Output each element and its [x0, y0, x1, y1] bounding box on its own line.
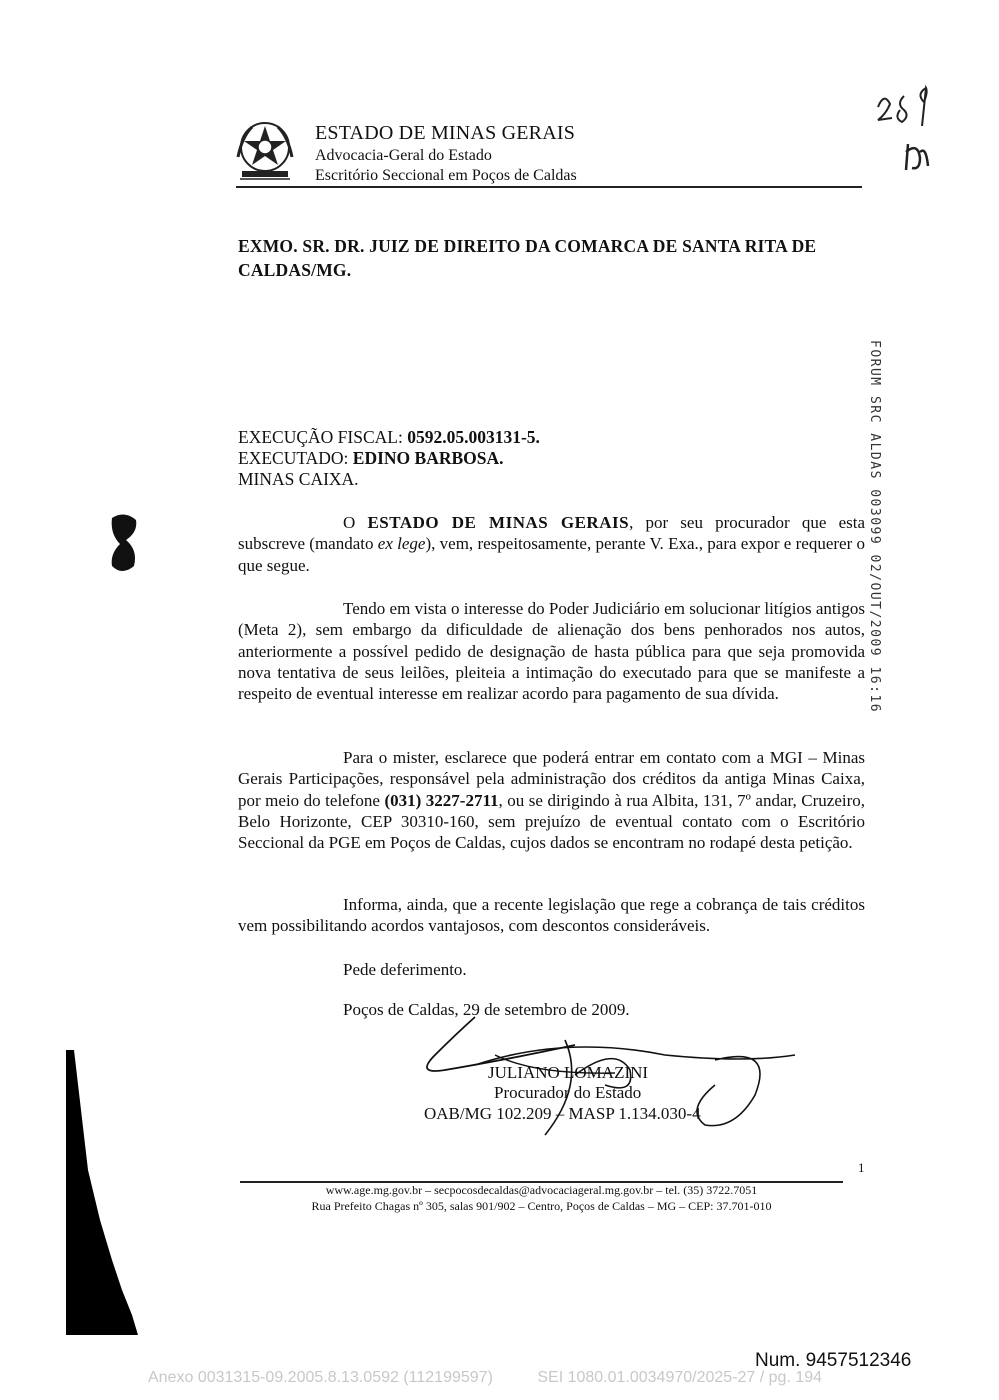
paragraph-intro — [238, 512, 865, 576]
closing-request: Pede deferimento. — [343, 960, 467, 979]
closing-place-date: Poços de Caldas, 29 de setembro de 2009. — [343, 1000, 630, 1019]
signatory-registration: OAB/MG 102.209 – MASP 1.134.030-4 — [424, 1104, 701, 1123]
state-coat-of-arms-icon — [232, 117, 298, 183]
footer-address-line: Rua Prefeito Chagas nº 305, salas 901/902 – Centro, Poços de Caldas – MG – CEP: 37.701-010 — [311, 1199, 772, 1213]
annex-reference — [148, 1369, 822, 1387]
p3-phone: (031) 3227-2711 — [384, 790, 499, 810]
signatory-name: JULIANO LOMAZINI — [488, 1063, 649, 1082]
annex-reference-text: Anexo 0031315-09.2005.8.13.0592 (112199597) SEI 1080.01.0034970/2025-27 / pg. 194 — [148, 1369, 823, 1386]
addressee: EXMO. SR. DR. JUIZ DE DIREITO DA COMARCA DE SANTA RITA DE CALDAS/MG. — [238, 236, 817, 280]
paragraph-request: Tendo em vista o interesse do Poder Judiciário em solucionar litígios antigos (Meta 2), sem embargo da dificuldade de alienação dos bens penhorados nos autos, anteriormente a possível pedido de designação de hasta pública para que seja promovida nova tentativa de seus leilões, pleiteia a intimação do executado para que se manifeste a respeito de eventual interesse em realizar acordo para pagamento de sua dívida. — [238, 599, 865, 704]
footer-contact-line: www.age.mg.gov.br – secpocosdecaldas@advocaciageral.mg.gov.br – tel. (35) 3722.7051 — [325, 1183, 758, 1197]
p1-latin-term: ex lege — [377, 534, 426, 554]
header-divider — [236, 186, 862, 188]
p3-end: , ou se dirigindo à rua Albita, 131, 7º andar, Cruzeiro, Belo Horizonte, CEP 30310-160, sem prejuízo de eventual contato com o Escritório Seccional da PGE em Poços de Caldas, cujos dados se encontram no rodapé desta petição. — [238, 790, 865, 853]
header-subtitle-office: Escritório Seccional em Poços de Caldas — [315, 167, 577, 184]
case-creditor: MINAS CAIXA. — [238, 469, 359, 489]
scan-edge-shadow — [66, 1050, 146, 1335]
case-execution-line — [238, 427, 540, 448]
paragraph-contact — [238, 747, 865, 853]
header-title: ESTADO DE MINAS GERAIS — [315, 122, 576, 144]
case-defendant-label: EXECUTADO: — [238, 448, 353, 468]
case-defendant-line — [238, 448, 504, 469]
court-receipt-stamp: FORUM SRC ALDAS 003099 02/OUT/2009 16:16 — [867, 340, 882, 714]
p1-prefix: O — [343, 513, 368, 532]
p1-party: ESTADO DE MINAS GERAIS — [367, 513, 630, 532]
p1-mid: , por seu procurador que esta subscreve (mandato — [238, 513, 866, 554]
header-subtitle-agency: Advocacia-Geral do Estado — [315, 147, 492, 164]
p3-start: Para o mister, esclarece que poderá entrar em contato com a MGI – Minas Gerais Participações, responsável pela administração dos créditos da antiga Minas Caixa, por meio do telefone — [238, 748, 865, 810]
case-execution-number: 0592.05.003131-5. — [407, 427, 540, 447]
case-defendant-name: EDINO BARBOSA. — [352, 448, 504, 468]
handwritten-signature — [415, 1015, 805, 1150]
signatory-role: Procurador do Estado — [494, 1083, 642, 1102]
handwritten-folio-number — [870, 82, 940, 182]
paragraph-legislation: Informa, ainda, que a recente legislação que rege a cobrança de tais créditos vem possibilitando acordos vantajosos, com descontos consideráveis. — [238, 895, 865, 936]
p1-end: ), vem, respeitosamente, perante V. Exa., para expor e requerer o que segue. — [238, 534, 866, 575]
page-number: 1 — [858, 1160, 865, 1175]
scan-ink-blot — [108, 510, 140, 575]
case-execution-label: EXECUÇÃO FISCAL: — [238, 427, 408, 447]
document-number: Num. 9457512346 — [755, 1350, 912, 1371]
